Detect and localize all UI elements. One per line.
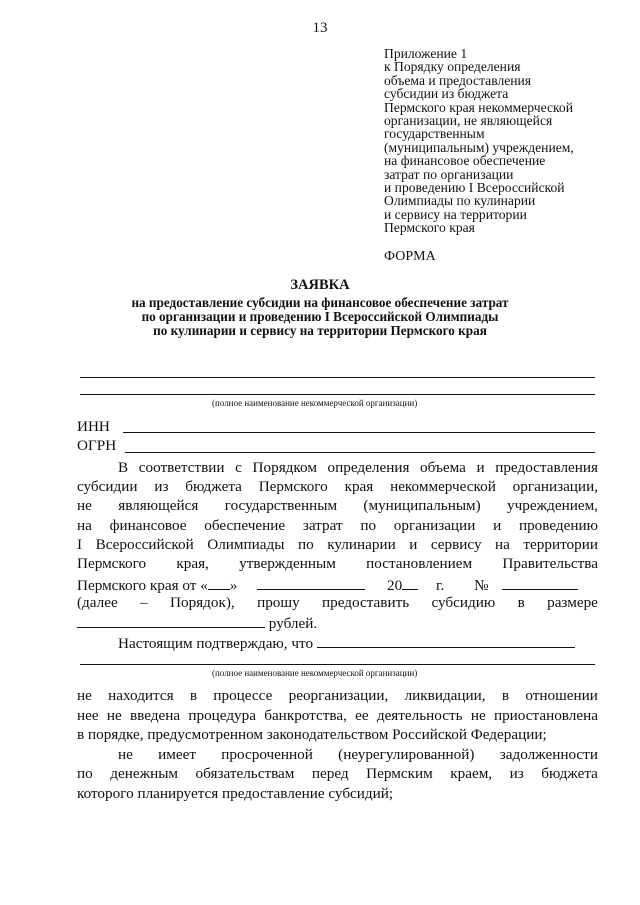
word: Олимпиады bbox=[207, 536, 285, 553]
appendix-line: и проведению I Всероссийской bbox=[384, 180, 565, 196]
word: края, bbox=[176, 555, 209, 572]
word: финансовое bbox=[109, 517, 187, 534]
word: бюджета bbox=[185, 478, 242, 495]
appendix-line: на финансовое обеспечение bbox=[384, 153, 546, 169]
para1-line-1: В соответствии с Порядком определения объема и предоставления bbox=[118, 459, 598, 476]
word: приостановлена bbox=[493, 707, 598, 724]
rubles-label: рублей. bbox=[268, 615, 318, 632]
word: ликвидации, bbox=[404, 687, 486, 704]
org-name-field-line-1[interactable] bbox=[80, 377, 595, 378]
word: по bbox=[297, 536, 314, 553]
word: из bbox=[154, 478, 169, 495]
word: государственным bbox=[224, 497, 338, 514]
word: Пермского bbox=[77, 555, 147, 572]
para2-line-3: в порядке, предусмотренном законодательством Российской Федерации; bbox=[77, 726, 547, 743]
number-sign: № bbox=[474, 577, 489, 594]
appendix-line: государственным bbox=[384, 126, 485, 142]
word: по bbox=[360, 517, 377, 534]
document-subtitle bbox=[70, 296, 570, 338]
subsidy-amount-field[interactable] bbox=[77, 613, 265, 628]
appendix-line: Приложение 1 bbox=[384, 46, 468, 61]
word: деятельность bbox=[376, 707, 463, 724]
appendix-line: к Порядку определения bbox=[384, 59, 521, 75]
para1-line-5 bbox=[77, 536, 598, 554]
word: краем, bbox=[450, 765, 493, 782]
word: утвержденным bbox=[239, 555, 336, 572]
word: кулинарии bbox=[327, 536, 396, 553]
month-field[interactable] bbox=[257, 575, 365, 590]
word: не bbox=[470, 707, 486, 724]
resolution-number-field[interactable] bbox=[502, 575, 578, 590]
year-suffix: г. bbox=[435, 577, 445, 594]
para3-line-1 bbox=[118, 746, 598, 764]
para1-line-3 bbox=[77, 497, 598, 515]
word: в bbox=[501, 687, 510, 704]
appendix-line: Олимпиады по кулинарии bbox=[384, 193, 536, 209]
appendix-line: Пермского края некоммерческой bbox=[384, 99, 573, 115]
word: в bbox=[517, 594, 525, 611]
para1-line-9 bbox=[77, 613, 317, 633]
word: ее bbox=[355, 707, 369, 724]
word: просроченной bbox=[221, 746, 313, 763]
para1-line-4 bbox=[77, 517, 598, 535]
year-field[interactable] bbox=[402, 575, 418, 590]
word: некоммерческой bbox=[390, 478, 496, 495]
word: не bbox=[77, 687, 92, 704]
document-title: ЗАЯВКА bbox=[290, 277, 350, 293]
word: I bbox=[77, 536, 83, 553]
word: не bbox=[77, 497, 92, 514]
word: проведению bbox=[518, 517, 598, 534]
word: отношении bbox=[525, 687, 598, 704]
word: постановлением bbox=[366, 555, 473, 572]
inn-label: ИНН bbox=[77, 418, 110, 435]
word: реорганизации, bbox=[288, 687, 389, 704]
word: организации, bbox=[512, 478, 598, 495]
year-prefix: 20 bbox=[386, 577, 403, 594]
para2-line-2 bbox=[77, 707, 598, 725]
word: территории bbox=[523, 536, 598, 553]
word: являющейся bbox=[118, 497, 199, 514]
appendix-line: субсидии из бюджета bbox=[384, 86, 509, 102]
word: денежным bbox=[110, 765, 179, 782]
para1-line-2 bbox=[77, 478, 598, 496]
form-label: ФОРМА bbox=[384, 249, 436, 264]
para1-line-8 bbox=[77, 594, 598, 612]
word: не bbox=[106, 707, 122, 724]
subtitle-line: по организации и проведению I Всероссийской Олимпиады bbox=[141, 309, 499, 324]
quote-close: » bbox=[229, 577, 238, 594]
word: (муниципальным) bbox=[363, 497, 481, 514]
para1-line-6 bbox=[77, 555, 598, 573]
appendix-line: организации, не являющейся bbox=[384, 113, 553, 129]
word: не bbox=[118, 746, 133, 763]
word: размере bbox=[547, 594, 598, 611]
word: – bbox=[140, 594, 148, 611]
word: и bbox=[409, 536, 418, 553]
org-name-field-line-3[interactable] bbox=[80, 664, 595, 665]
word: из bbox=[509, 765, 524, 782]
word: сервису bbox=[430, 536, 482, 553]
appendix-line: и сервису на территории bbox=[384, 206, 527, 222]
word: задолженности bbox=[499, 746, 598, 763]
subtitle-line: на предоставление субсидии на финансовое обеспечение затрат bbox=[131, 295, 509, 310]
inn-field[interactable] bbox=[123, 432, 595, 433]
word: затрат bbox=[302, 517, 343, 534]
word: введена bbox=[129, 707, 181, 724]
word: Порядок), bbox=[170, 594, 235, 611]
ogrn-label: ОГРН bbox=[77, 437, 117, 454]
word: (неурегулированной) bbox=[338, 746, 475, 763]
para1-line-7 bbox=[77, 575, 602, 595]
org-name-caption: (полное наименование некоммерческой организации) bbox=[212, 398, 418, 408]
word: организации bbox=[393, 517, 476, 534]
subtitle-line: по кулинарии и сервису на территории Пермского края bbox=[153, 323, 487, 338]
word: нее bbox=[77, 707, 99, 724]
para3-line-3: которого планируется предоставление субсидий; bbox=[77, 785, 394, 802]
word: находится bbox=[108, 687, 174, 704]
confirm-org-field[interactable] bbox=[317, 633, 575, 648]
ogrn-field[interactable] bbox=[125, 452, 595, 453]
word: прошу bbox=[257, 594, 300, 611]
confirm-text bbox=[118, 633, 575, 653]
word: предоставить bbox=[322, 594, 410, 611]
page-number: 13 bbox=[312, 20, 328, 36]
word: процедура bbox=[188, 707, 256, 724]
word: и bbox=[493, 517, 502, 534]
org-name-caption-2: (полное наименование некоммерческой организации) bbox=[212, 668, 418, 678]
word: субсидии bbox=[77, 478, 138, 495]
word: (далее bbox=[77, 594, 118, 611]
appendix-line: затрат по организации bbox=[384, 166, 514, 182]
word: имеет bbox=[158, 746, 197, 763]
word: края bbox=[344, 478, 374, 495]
org-name-field-line-2[interactable] bbox=[80, 394, 595, 395]
word: Пермского bbox=[258, 478, 328, 495]
word: Правительства bbox=[502, 555, 598, 572]
word: обеспечение bbox=[204, 517, 286, 534]
word: на bbox=[495, 536, 510, 553]
para2-line-1 bbox=[77, 687, 598, 705]
word: Пермским bbox=[366, 765, 433, 782]
word: по bbox=[77, 765, 93, 782]
day-field[interactable] bbox=[208, 575, 230, 590]
word: субсидию bbox=[431, 594, 496, 611]
word: в bbox=[189, 687, 198, 704]
word: процессе bbox=[213, 687, 273, 704]
confirm-label: Настоящим подтверждаю, что bbox=[118, 635, 314, 652]
word: учреждением, bbox=[507, 497, 598, 514]
para3-line-2 bbox=[77, 765, 598, 783]
appendix-line: Пермского края bbox=[384, 220, 475, 236]
word: Всероссийской bbox=[95, 536, 194, 553]
word: бюджета bbox=[541, 765, 598, 782]
appendix-line: объема и предоставления bbox=[384, 72, 532, 88]
word: на bbox=[77, 517, 92, 534]
appendix-line: (муниципальным) учреждением, bbox=[384, 139, 574, 155]
date-prefix: Пермского края от « bbox=[77, 577, 208, 594]
word: обязательствам bbox=[195, 765, 295, 782]
word: перед bbox=[311, 765, 349, 782]
word: банкротства, bbox=[264, 707, 347, 724]
appendix-header bbox=[384, 47, 634, 235]
